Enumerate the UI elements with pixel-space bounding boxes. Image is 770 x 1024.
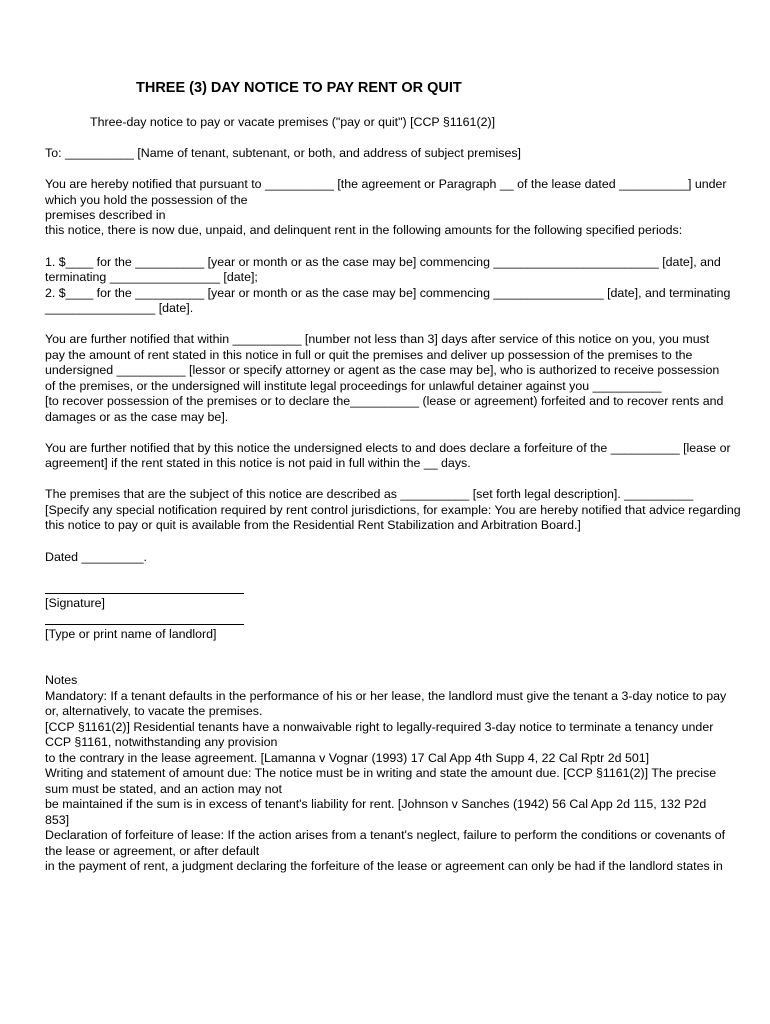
para2-line: of the premises, or the undersigned will institute legal proceedings for unlawful detainer against you __________ (45, 379, 662, 393)
document-subtitle: Three-day notice to pay or vacate premises ("pay or quit") [CCP §1161(2)] (90, 115, 496, 129)
notes-line: be maintained if the sum is in excess of tenant's liability for rent. [Johnson v Sanches (1942) 56 Cal App 2d 115, 132 P2d (45, 797, 707, 811)
notes-line: 853] (45, 813, 70, 827)
period-line: terminating ________________ [date]; (45, 270, 258, 284)
notes-line: CCP §1161, notwithstanding any provision (45, 735, 278, 749)
para1-line: this notice, there is now due, unpaid, and delinquent rent in the following amounts for the following specified periods: (45, 223, 683, 237)
notes-line: Mandatory: If a tenant defaults in the performance of his or her lease, the landlord must give the tenant a 3-day notice to pay (45, 689, 727, 703)
notes-line: [CCP §1161(2)] Residential tenants have a nonwaivable right to legally-required 3-day notice to terminate a tenancy under (45, 720, 714, 734)
period-line: 2. $____ for the __________ [year or month or as the case may be] commencing ________________ [date], and terminating (45, 286, 731, 300)
notes-line: Writing and statement of amount due: The notice must be in writing and state the amount due. [CCP §1161(2)] The precise (45, 766, 717, 780)
notes-line: the lease or agreement, or after default (45, 844, 260, 858)
para3-line: You are further notified that by this notice the undersigned elects to and does declare a forfeiture of the __________ [lease or (45, 441, 731, 455)
notes-line: Declaration of forfeiture of lease: If the action arises from a tenant's neglect, failure to perform the conditions or covenants of (45, 828, 726, 842)
document-title: THREE (3) DAY NOTICE TO PAY RENT OR QUIT (136, 80, 462, 96)
period-line: 1. $____ for the __________ [year or month or as the case may be] commencing ________________________ [date], and (45, 255, 721, 269)
para1-line: You are hereby notified that pursuant to __________ [the agreement or Paragraph __ of the lease dated __________] under (45, 177, 727, 191)
para2-line: You are further notified that within __________ [number not less than 3] days after service of this notice on you, you must (45, 332, 710, 346)
para2-line: pay the amount of rent stated in this notice in full or quit the premises and deliver up possession of the premises to the (45, 348, 693, 362)
signature-label: [Signature] (45, 596, 105, 610)
notes-line: to the contrary in the lease agreement. [Lamanna v Vognar (1993) 17 Cal App 4th Supp 4, 22 Cal Rptr 2d 501] (45, 751, 650, 765)
para2-line: damages or as the case may be]. (45, 410, 229, 424)
para2-line: [to recover possession of the premises or to declare the__________ (lease or agreement) forfeited and to recover rents and (45, 394, 724, 408)
para1-line: which you hold the possession of the (45, 193, 248, 207)
notes-line: or, alternatively, to vacate the premises. (45, 704, 263, 718)
para4-line: this notice to pay or quit is available from the Residential Rent Stabilization and Arbitration Board.] (45, 518, 581, 532)
para4-line: The premises that are the subject of this notice are described as __________ [set forth legal description]. __________ (45, 487, 694, 501)
dated-line: Dated _________. (45, 550, 147, 564)
para1-line: premises described in (45, 208, 166, 222)
to-line: To: __________ [Name of tenant, subtenant, or both, and address of subject premises] (45, 146, 521, 160)
notes-line: in the payment of rent, a judgment declaring the forfeiture of the lease or agreement can only be had if the landlord states in (45, 859, 723, 873)
signature-rule (45, 593, 244, 594)
period-line: ________________ [date]. (45, 301, 194, 315)
notes-line: sum must be stated, and an action may not (45, 782, 282, 796)
landlord-name-rule (45, 624, 244, 625)
para4-line: [Specify any special notification required by rent control jurisdictions, for example: You are hereby notified that advice regarding (45, 503, 741, 517)
landlord-name-label: [Type or print name of landlord] (45, 627, 217, 641)
para2-line: undersigned __________ [lessor or specify attorney or agent as the case may be], who is authorized to receive possession (45, 363, 720, 377)
para3-line: agreement] if the rent stated in this notice is not paid in full within the __ days. (45, 456, 471, 470)
notes-heading: Notes (45, 673, 78, 687)
